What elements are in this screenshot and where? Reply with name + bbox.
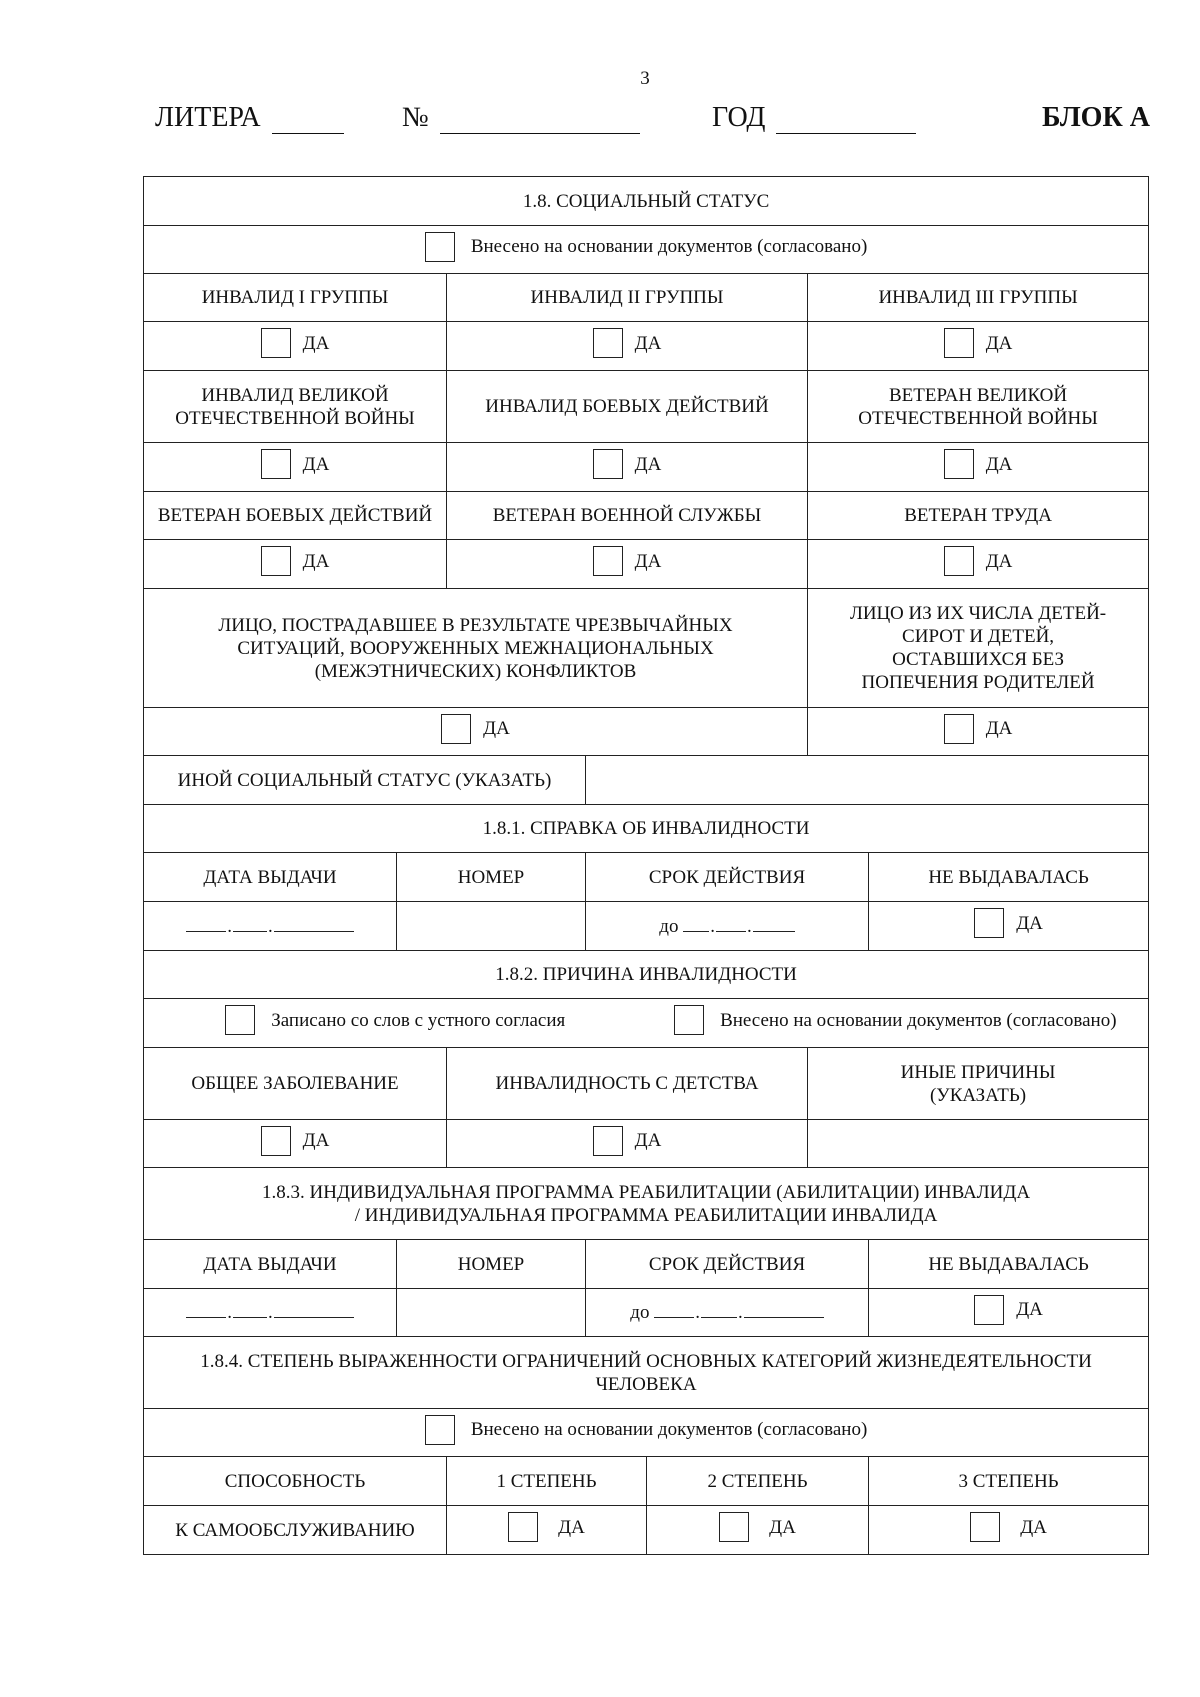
cert-not-issued-header: НЕ ВЫДАВАЛАСЬ: [869, 853, 1149, 902]
section-1-8-title: 1.8. СОЦИАЛЬНЫЙ СТАТУС: [144, 177, 1149, 226]
cert-not-issued-checkbox[interactable]: [974, 908, 1004, 938]
yes-label: ДА: [634, 332, 662, 354]
cert-validity-header: СРОК ДЕЙСТВИЯ: [586, 853, 869, 902]
degree-3-header: 3 СТЕПЕНЬ: [869, 1457, 1149, 1506]
yes-label: ДА: [634, 453, 662, 475]
vet-military-checkbox[interactable]: [593, 546, 623, 576]
until-label: до: [630, 1302, 650, 1323]
ipr-not-issued-header: НЕ ВЫДАВАЛАСЬ: [869, 1240, 1149, 1289]
yes-label: ДА: [985, 332, 1013, 354]
inv-combat-label: ИНВАЛИД БОЕВЫХ ДЕЙСТВИЙ: [447, 371, 808, 443]
yes-label: ДА: [634, 550, 662, 572]
litera-field: [155, 102, 344, 134]
inv-group-2-label: ИНВАЛИД II ГРУППЫ: [447, 274, 808, 322]
yes-label: ДА: [985, 453, 1013, 475]
selfcare-degree-1-checkbox[interactable]: [508, 1512, 538, 1542]
block-label: БЛОК А: [1042, 102, 1150, 133]
degree-2-header: 2 СТЕПЕНЬ: [647, 1457, 869, 1506]
entered-docs-checkbox[interactable]: [425, 232, 455, 262]
entered-docs-checkbox[interactable]: [674, 1005, 704, 1035]
vet-military-label: ВЕТЕРАН ВОЕННОЙ СЛУЖБЫ: [447, 492, 808, 540]
ipr-number-header: НОМЕР: [397, 1240, 586, 1289]
entered-docs-label: Внесено на основании документов (согласовано): [470, 236, 868, 257]
vet-wwii-checkbox[interactable]: [944, 449, 974, 479]
vet-combat-label: ВЕТЕРАН БОЕВЫХ ДЕЙСТВИЙ: [144, 492, 447, 540]
emergency-victim-checkbox[interactable]: [441, 714, 471, 744]
other-causes-label: ИНЫЕ ПРИЧИНЫ (УКАЗАТЬ): [808, 1048, 1149, 1120]
yes-label: ДА: [302, 550, 330, 572]
yes-label: ДА: [985, 550, 1013, 572]
until-label: до: [659, 915, 679, 937]
vet-combat-checkbox[interactable]: [261, 546, 291, 576]
selfcare-label: К САМООБСЛУЖИВАНИЮ: [144, 1506, 447, 1555]
oral-consent-checkbox[interactable]: [225, 1005, 255, 1035]
general-disease-checkbox[interactable]: [261, 1126, 291, 1156]
number-label: №: [402, 102, 429, 133]
yes-label: ДА: [1020, 1516, 1047, 1538]
year-label: ГОД: [712, 102, 766, 133]
entered-docs-label: Внесено на основании документов (согласовано): [720, 1009, 1117, 1031]
cert-number-input[interactable]: [397, 902, 586, 951]
other-status-input[interactable]: [586, 756, 1149, 805]
orphan-checkbox[interactable]: [944, 714, 974, 744]
orphan-label: ЛИЦО ИЗ ИХ ЧИСЛА ДЕТЕЙ- СИРОТ И ДЕТЕЙ, ОСТАВШИХСЯ БЕЗ ПОПЕЧЕНИЯ РОДИТЕЛЕЙ: [808, 589, 1149, 708]
inv-group-2-checkbox[interactable]: [593, 328, 623, 358]
inv-wwii-label: ИНВАЛИД ВЕЛИКОЙ ОТЕЧЕСТВЕННОЙ ВОЙНЫ: [144, 371, 447, 443]
selfcare-degree-3-checkbox[interactable]: [970, 1512, 1000, 1542]
ipr-date-input[interactable]: . .: [144, 1289, 397, 1337]
vet-wwii-label: ВЕТЕРАН ВЕЛИКОЙ ОТЕЧЕСТВЕННОЙ ВОЙНЫ: [808, 371, 1149, 443]
yes-label: ДА: [302, 453, 330, 475]
yes-label: ДА: [1016, 1299, 1043, 1320]
yes-label: ДА: [985, 718, 1013, 739]
cert-date-input[interactable]: . .: [144, 902, 397, 951]
cert-validity-input[interactable]: до . .: [586, 902, 869, 951]
year-field: [712, 102, 916, 134]
section-1-8-3-title: 1.8.3. ИНДИВИДУАЛЬНАЯ ПРОГРАММА РЕАБИЛИТАЦИИ (АБИЛИТАЦИИ) ИНВАЛИДА / ИНДИВИДУАЛЬНАЯ ПРОГРАММА РЕАБИЛИТАЦИИ ИНВАЛИДА: [144, 1168, 1149, 1240]
section-1-8-4-title: 1.8.4. СТЕПЕНЬ ВЫРАЖЕННОСТИ ОГРАНИЧЕНИЙ ОСНОВНЫХ КАТЕГОРИЙ ЖИЗНЕДЕЯТЕЛЬНОСТИ ЧЕЛОВЕКА: [144, 1337, 1149, 1409]
cert-number-header: НОМЕР: [397, 853, 586, 902]
social-status-form: [143, 176, 1149, 1555]
year-input-line[interactable]: [776, 107, 916, 134]
ipr-date-header: ДАТА ВЫДАЧИ: [144, 1240, 397, 1289]
litera-label: ЛИТЕРА: [155, 102, 261, 133]
page-number: 3: [640, 68, 650, 89]
yes-label: ДА: [558, 1516, 585, 1538]
entered-docs-label: Внесено на основании документов (согласовано): [470, 1419, 868, 1440]
litera-input-line[interactable]: [272, 107, 344, 134]
oral-consent-label: Записано со слов с устного согласия: [271, 1009, 566, 1031]
yes-label: ДА: [302, 332, 330, 354]
ability-header: СПОСОБНОСТЬ: [144, 1457, 447, 1506]
inv-group-3-label: ИНВАЛИД III ГРУППЫ: [808, 274, 1149, 322]
ipr-number-input[interactable]: [397, 1289, 586, 1337]
cert-date-header: ДАТА ВЫДАЧИ: [144, 853, 397, 902]
other-causes-input[interactable]: [808, 1120, 1149, 1168]
ipr-validity-header: СРОК ДЕЙСТВИЯ: [586, 1240, 869, 1289]
inv-wwii-checkbox[interactable]: [261, 449, 291, 479]
number-input-line[interactable]: [440, 107, 640, 134]
yes-label: ДА: [769, 1516, 796, 1538]
vet-labor-checkbox[interactable]: [944, 546, 974, 576]
selfcare-degree-2-checkbox[interactable]: [719, 1512, 749, 1542]
emergency-victim-label: ЛИЦО, ПОСТРАДАВШЕЕ В РЕЗУЛЬТАТЕ ЧРЕЗВЫЧАЙНЫХ СИТУАЦИЙ, ВООРУЖЕННЫХ МЕЖНАЦИОНАЛЬНЫХ (МЕЖЭТНИЧЕСКИХ) КОНФЛИКТОВ: [144, 589, 808, 708]
number-field: [402, 102, 640, 134]
ipr-not-issued-checkbox[interactable]: [974, 1295, 1004, 1325]
childhood-disability-checkbox[interactable]: [593, 1126, 623, 1156]
inv-group-3-checkbox[interactable]: [944, 328, 974, 358]
yes-label: ДА: [634, 1130, 662, 1151]
yes-label: ДА: [302, 1130, 330, 1151]
ipr-validity-input[interactable]: до . .: [586, 1289, 869, 1337]
inv-combat-checkbox[interactable]: [593, 449, 623, 479]
vet-labor-label: ВЕТЕРАН ТРУДА: [808, 492, 1149, 540]
general-disease-label: ОБЩЕЕ ЗАБОЛЕВАНИЕ: [144, 1048, 447, 1120]
entered-docs-checkbox[interactable]: [425, 1415, 455, 1445]
other-status-label: ИНОЙ СОЦИАЛЬНЫЙ СТАТУС (УКАЗАТЬ): [144, 756, 586, 805]
yes-label: ДА: [483, 718, 510, 739]
degree-1-header: 1 СТЕПЕНЬ: [447, 1457, 647, 1506]
section-1-8-1-title: 1.8.1. СПРАВКА ОБ ИНВАЛИДНОСТИ: [144, 805, 1149, 853]
yes-label: ДА: [1016, 912, 1043, 934]
inv-group-1-checkbox[interactable]: [261, 328, 291, 358]
childhood-disability-label: ИНВАЛИДНОСТЬ С ДЕТСТВА: [447, 1048, 808, 1120]
inv-group-1-label: ИНВАЛИД I ГРУППЫ: [144, 274, 447, 322]
section-1-8-2-title: 1.8.2. ПРИЧИНА ИНВАЛИДНОСТИ: [144, 951, 1149, 999]
